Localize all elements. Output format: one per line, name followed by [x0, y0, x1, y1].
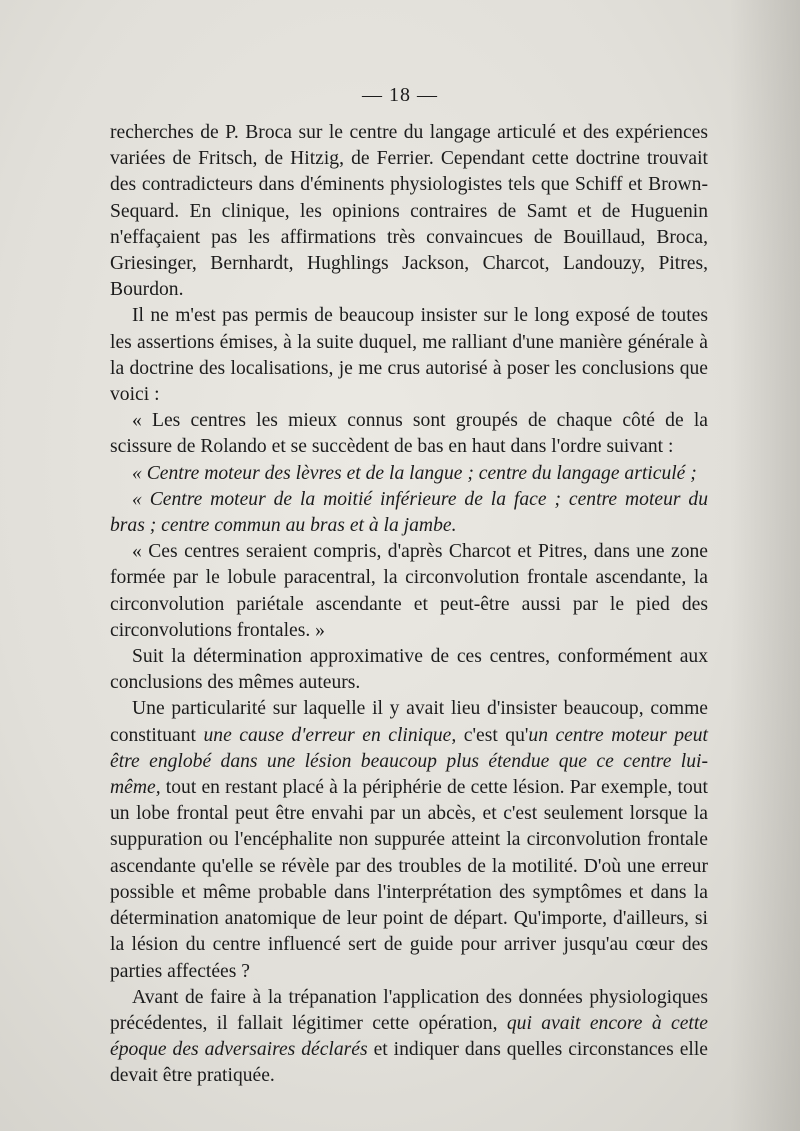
paragraph-4-emphasis-2: un centre moteur peut être englobé dans une lésion beaucoup plus étendue que ce centre lui-même,	[110, 724, 708, 799]
page-number: — 18 —	[362, 84, 438, 106]
paragraph-4	[110, 696, 708, 984]
body-text	[110, 120, 708, 1090]
paragraph-5-part-a: Avant de faire à la trépanation l'application des données physiologiques précédentes, il fallait légitimer cette opération,	[110, 986, 708, 1034]
paragraph-5-emphasis: qui avait encore à cette époque des adversaires déclarés	[110, 1012, 708, 1061]
paragraph-5	[110, 985, 708, 1090]
paragraph-4-emphasis-1: une cause d'erreur en clinique,	[203, 724, 457, 746]
paragraph-4-part-a: Une particularité sur laquelle il y avait lieu d'insister beaucoup, comme constituant	[110, 698, 708, 746]
paragraph-4-part-c: c'est qu'	[456, 724, 529, 746]
paragraph-4-part-e: tout en restant placé à la périphérie de cette lésion. Par exemple, tout un lobe frontal peut être envahi par un abcès, et c'est seulement lorsque la suppuration ou l'encéphalite non suppurée atteint la circonvolution frontale ascendante qu'elle se révèle par des troubles de la motilité. D'où une erreur possible et même probable dans l'interprétation des symptômes et dans la détermination anatomique de leur point de départ. Qu'importe, d'ailleurs, si la lésion du centre influencé sert de guide pour arriver jusqu'au cœur des parties affectées ?	[110, 777, 708, 982]
paragraph-2: Il ne m'est pas permis de beaucoup insister sur le long exposé de toutes les assertions émises, à la suite duquel, me ralliant d'une manière générale à la doctrine des localisations, je me crus autorisé à poser les conclusions que voici :	[110, 305, 708, 406]
quote-paragraph-1: « Les centres les mieux connus sont groupés de chaque côté de la scissure de Rolando et se succèdent de bas en haut dans l'ordre suivant :	[110, 410, 708, 458]
quote-paragraph-3: « Centre moteur de la moitié inférieure de la face ; centre moteur du bras ; centre commun au bras et à la jambe.	[110, 488, 708, 537]
quote-paragraph-4: « Ces centres seraient compris, d'après Charcot et Pitres, dans une zone formée par le lobule paracentral, la circonvolution frontale ascendante, la circonvolution pariétale ascendante et peut-être aussi par le pied des circonvolutions frontales. »	[110, 541, 708, 641]
paragraph-3: Suit la détermination approximative de ces centres, conformément aux conclusions des mêmes auteurs.	[110, 646, 708, 694]
paragraph-5-part-c: et indiquer dans quelles circonstances elle devait être pratiquée.	[110, 1039, 708, 1087]
quote-paragraph-2: « Centre moteur des lèvres et de la langue ; centre du langage articulé ;	[132, 462, 697, 484]
paragraph-1: recherches de P. Broca sur le centre du langage articulé et des expériences variées de Fritsch, de Hitzig, de Ferrier. Cependant cette doctrine trouvait des contradicteurs dans d'éminents physiologistes tels que Schiff et Brown-Sequard. En clinique, les opinions contraires de Samt et de Huguenin n'effaçaient pas les affirmations très convaincues de Bouillaud, Broca, Griesinger, Bernhardt, Hughlings Jackson, Charcot, Landouzy, Pitres, Bourdon.	[110, 122, 708, 301]
